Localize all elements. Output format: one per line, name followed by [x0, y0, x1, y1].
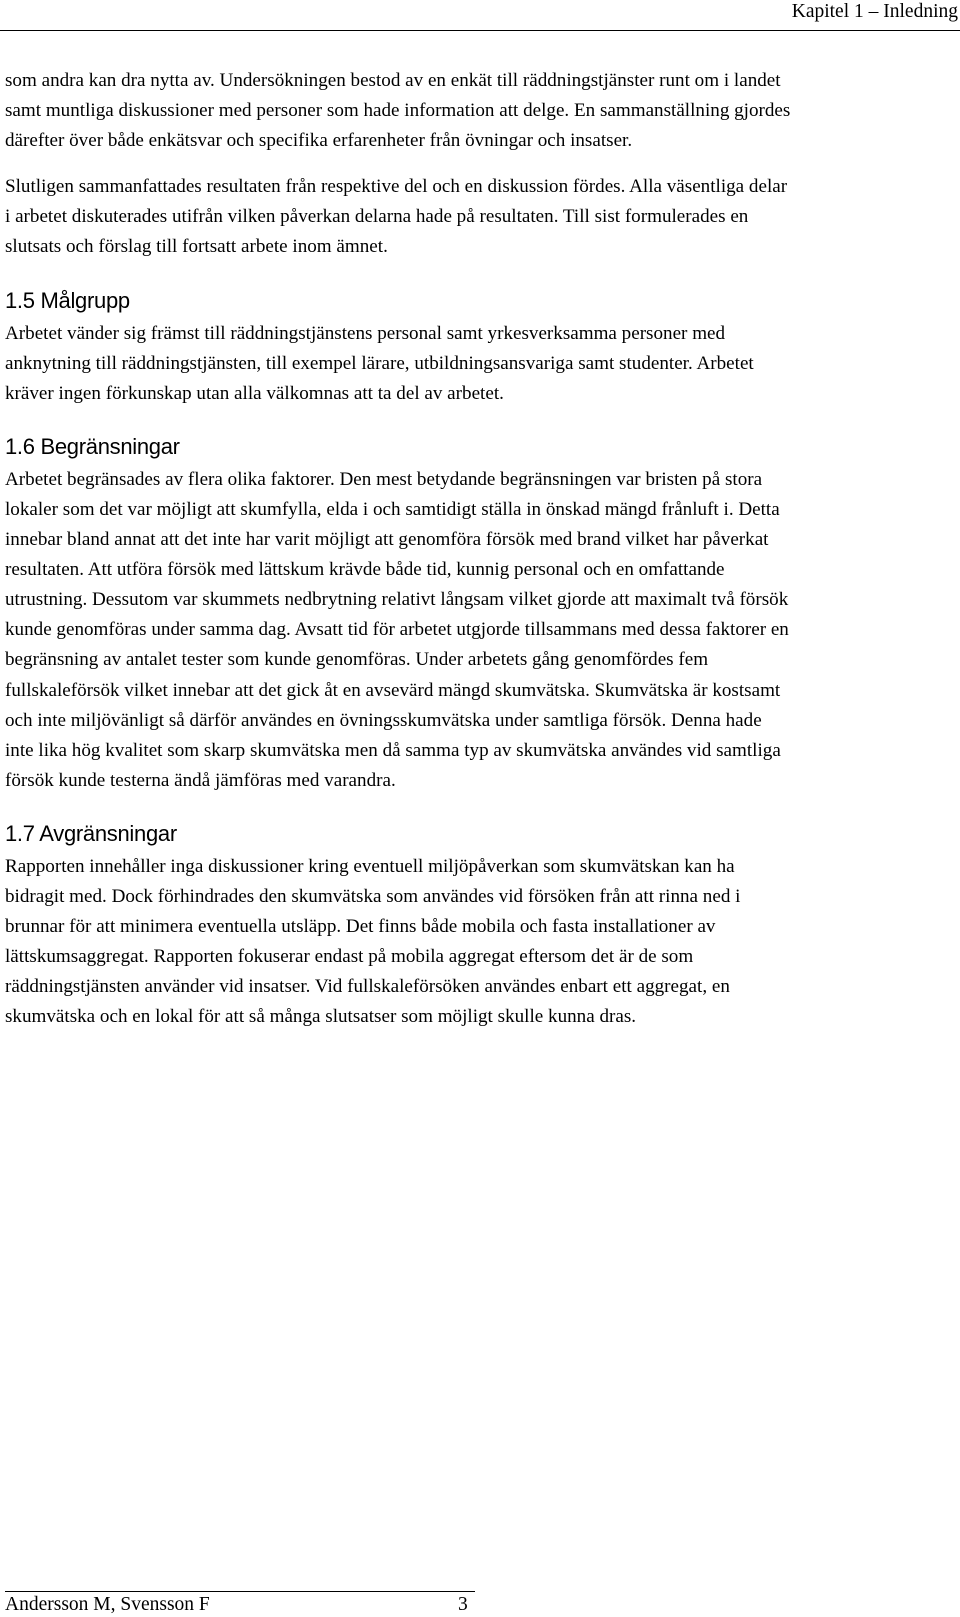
text-line: lokaler som det var möjligt att skumfylla, elda i och samtidigt ställa in önskad mängd frånluft i. Detta	[5, 498, 780, 520]
paragraph-malgrupp	[5, 319, 957, 409]
chapter-title: Kapitel 1 – Inledning	[791, 1, 958, 22]
page-number: 3	[458, 1594, 468, 1615]
text-line: innebar bland annat att det inte har varit möjligt att genomföra försök med brand vilket har påverkat	[5, 529, 769, 551]
text-line: inte lika hög kvalitet som skarp skumvätska men då samma typ av skumvätska användes vid samtliga	[5, 739, 781, 761]
page-body	[5, 66, 957, 1032]
text-line: samt muntliga diskussioner med personer som hade information att delge. En sammanställning gjordes	[5, 100, 791, 122]
text-line: som andra kan dra nytta av. Undersökningen bestod av en enkät till räddningstjänster runt om i landet	[5, 70, 781, 91]
text-line: brunnar för att minimera eventuella utsläpp. Det finns både mobila och fasta installationer av	[5, 916, 716, 938]
page-footer	[5, 1591, 475, 1616]
paragraph-method-summary	[5, 66, 957, 156]
text-line: Arbetet vänder sig främst till räddningstjänstens personal samt yrkesverksamma personer med	[5, 322, 726, 344]
text-line: kräver ingen förkunskap utan alla välkomnas att ta del av arbetet.	[5, 382, 504, 404]
text-line: utrustning. Dessutom var skummets nedbrytning relativt långsam vilket gjorde att maximalt två försök	[5, 589, 789, 611]
text-line: begränsning av antalet tester som kunde genomföras. Under arbetets gång genomfördes fem	[5, 649, 709, 671]
text-line: resultaten. Att utföra försök med lättskum krävde både tid, kunnig personal och en omfattande	[5, 559, 725, 581]
paragraph-avgransningar	[5, 852, 957, 1033]
text-line: fullskaleförsök vilket innebar att det gick åt en avsevärd mängd skumvätska. Skumvätska är kostsamt	[5, 679, 781, 701]
text-line: försök kunde testerna ändå jämföras med varandra.	[5, 769, 396, 791]
paragraph-begransningar	[5, 465, 957, 796]
text-line: slutsats och förslag till fortsatt arbete inom ämnet.	[5, 236, 388, 258]
section-heading-avgransningar: 1.7 Avgränsningar	[5, 820, 177, 846]
text-line: Rapporten innehåller inga diskussioner kring eventuell miljöpåverkan som skumvätskan kan ha	[5, 855, 735, 877]
page-header	[0, 0, 960, 31]
text-line: Arbetet begränsades av flera olika faktorer. Den mest betydande begränsningen var bristen på stora	[5, 468, 763, 490]
text-line: lättskumsaggregat. Rapporten fokuserar endast på mobila aggregat eftersom det är de som	[5, 946, 694, 968]
text-line: räddningstjänsten använder vid insatser. Vid fullskaleförsöken användes enbart ett aggregat, en	[5, 976, 730, 998]
text-line: därefter över både enkätsvar och specifika erfarenheter från övningar och insatser.	[5, 130, 633, 152]
section-heading-malgrupp: 1.5 Målgrupp	[5, 287, 130, 313]
footer-authors: Andersson M, Svensson F	[5, 1594, 210, 1615]
text-line: kunde genomföras under samma dag. Avsatt tid för arbetet utgjorde tillsammans med dessa faktorer en	[5, 619, 789, 641]
paragraph-conclusion-method	[5, 172, 957, 262]
section-heading-begransningar: 1.6 Begränsningar	[5, 433, 180, 459]
text-line: bidragit med. Dock förhindrades den skumvätska som användes vid försöken från att rinna ned i	[5, 885, 741, 907]
text-line: skumvätska och en lokal för att så många slutsatser som möjligt skulle kunna dras.	[5, 1006, 637, 1028]
text-line: anknytning till räddningstjänsten, till exempel lärare, utbildningsansvariga samt studenter. Arbetet	[5, 352, 754, 374]
text-line: Slutligen sammanfattades resultaten från respektive del och en diskussion fördes. Alla väsentliga delar	[5, 176, 788, 198]
text-line: och inte miljövänligt så därför användes en övningsskumvätska under samtliga försök. Denna hade	[5, 709, 762, 731]
text-line: i arbetet diskuterades utifrån vilken påverkan delarna hade på resultaten. Till sist formulerades en	[5, 206, 749, 228]
